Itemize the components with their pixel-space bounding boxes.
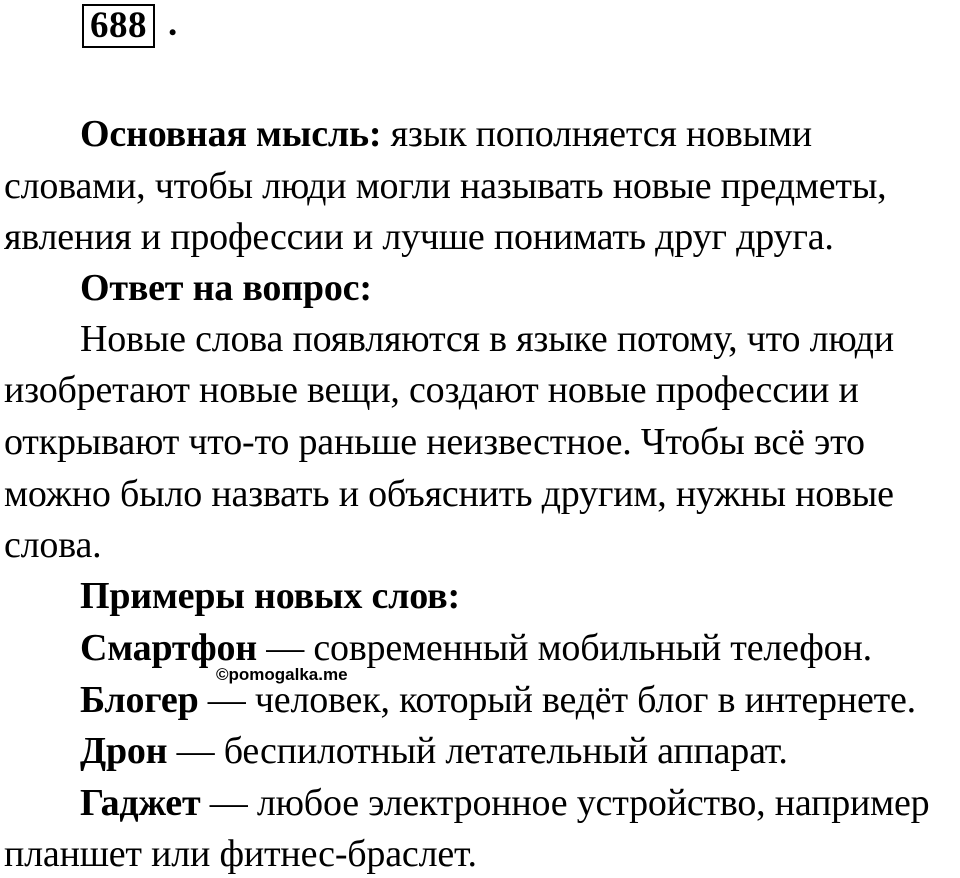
- example-term: Блогер: [80, 679, 199, 721]
- main-idea-text-1: язык пополняется новыми: [381, 113, 812, 155]
- main-idea-label: Основная мысль:: [80, 113, 382, 155]
- watermark: ©pomogalka.me: [216, 665, 348, 684]
- examples-label: Примеры новых слов:: [80, 575, 460, 617]
- example-term: Гаджет: [80, 782, 201, 824]
- example-item: [80, 727, 788, 775]
- answer-line-4: можно было назвать и объяснить другим, нужны новые: [4, 473, 894, 515]
- answer-label: Ответ на вопрос:: [80, 267, 372, 309]
- example-definition: — современный мобильный телефон.: [256, 627, 872, 669]
- task-number: 688: [82, 4, 155, 48]
- main-idea-line-2: словами, чтобы люди могли называть новые предметы,: [4, 165, 887, 207]
- example-item: [80, 676, 916, 724]
- examples-heading: [80, 572, 460, 620]
- main-idea-line-1: [80, 110, 812, 158]
- example-term: Дрон: [80, 730, 168, 772]
- answer-line-5: слова.: [4, 524, 102, 566]
- answer-line-3: открывают что-то раньше неизвестное. Чтобы всё это: [4, 421, 865, 463]
- task-number-dot: .: [168, 3, 178, 44]
- example-term: Смартфон: [80, 627, 257, 669]
- answer-heading: [80, 264, 372, 312]
- example-item: [80, 624, 872, 672]
- example-item: [80, 779, 929, 827]
- example-definition: — любое электронное устройство, например: [200, 782, 930, 824]
- answer-line-2: изобретают новые вещи, создают новые профессии и: [4, 369, 859, 411]
- example-last-line: планшет или фитнес-браслет.: [4, 833, 477, 875]
- main-idea-line-3: явления и профессии и лучше понимать друг друга.: [4, 216, 834, 258]
- answer-line-1: Новые слова появляются в языке потому, что люди: [80, 318, 894, 360]
- example-definition: — беспилотный летательный аппарат.: [167, 730, 788, 772]
- example-definition: — человек, который ведёт блог в интернете.: [198, 679, 916, 721]
